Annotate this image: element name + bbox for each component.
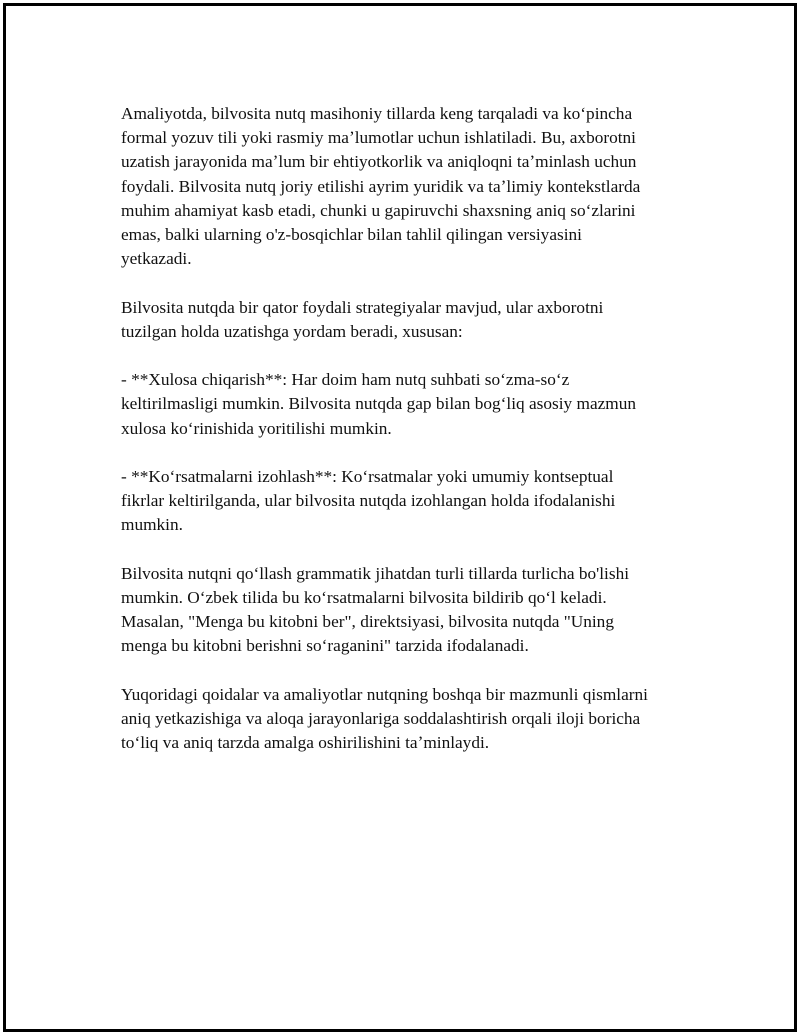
- paragraph-conclusion: Yuqoridagi qoidalar va amaliyotlar nutqning boshqa bir mazmunli qismlarni aniq yetkazishiga va aloqa jarayonlariga soddalashtirish orqali iloji boricha toʻliq va aniq tarzda amalga oshirilishini taʼminlaydi.: [121, 684, 648, 753]
- page-frame: [3, 3, 797, 1032]
- paragraph-intro: Amaliyotda, bilvosita nutq masihoniy tillarda keng tarqaladi va koʻpincha formal yozuv tili yoki rasmiy maʼlumotlar uchun ishlatiladi. Bu, axborotni uzatish jarayonida maʼlum bir ehtiyotkorlik va aniqloqni taʼminlash uchun foydali. Bilvosita nutq joriy etilishi ayrim yuridik va taʼlimiy kontekstlarda muhim ahamiyat kasb etadi, chunki u gapiruvchi shaxsning aniq soʻzlarini emas, balki ularning o'z-bosqichlar bilan tahlil qilingan versiyasini yetkazadi.: [121, 104, 641, 269]
- paragraph-strategies: Bilvosita nutqda bir qator foydali strategiyalar mavjud, ular axborotni tuzilgan holda uzatishga yordam beradi, xususan:: [121, 297, 604, 341]
- list-item-instructions: - **Koʻrsatmalarni izohlash**: Koʻrsatmalar yoki umumiy kontseptual fikrlar keltirilganda, ular bilvosita nutqda izohlangan holda ifodalanishi mumkin.: [121, 467, 616, 535]
- document-body: [121, 102, 701, 780]
- list-item-summary: - **Xulosa chiqarish**: Har doim ham nutq suhbati soʻzma-soʻz keltirilmasligi mumkin. Bilvosita nutqda gap bilan bogʻliq asosiy mazmun xulosa koʻrinishida yoritilishi mumkin.: [121, 370, 637, 438]
- paragraph-grammar: Bilvosita nutqni qoʻllash grammatik jihatdan turli tillarda turlicha bo'lishi mumkin. Oʻzbek tilida bu koʻrsatmalarni bilvosita bildirib qoʻl keladi. Masalan, "Menga bu kitobni ber", direktsiyasi, bilvosita nutqda "Uning menga bu kitobni berishni soʻraganini" tarzida ifodalanadi.: [121, 563, 630, 656]
